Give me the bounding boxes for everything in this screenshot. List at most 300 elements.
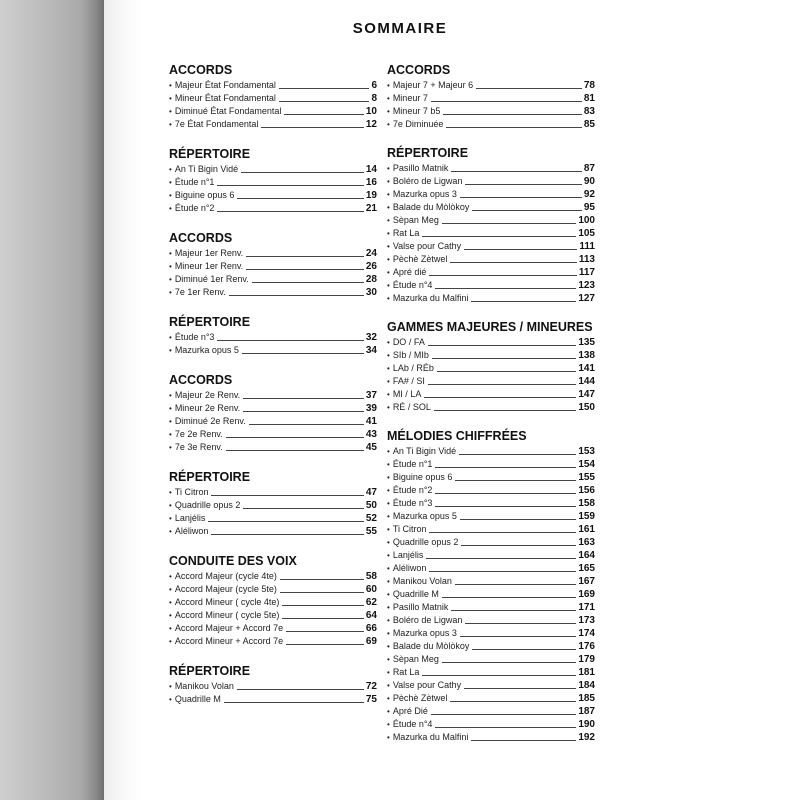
- entry-title: Balade du Mòlòkoy: [392, 641, 470, 651]
- bullet-icon: •: [387, 486, 390, 495]
- entry-page-number: 161: [578, 524, 595, 535]
- toc-section-repertoire: [169, 663, 377, 706]
- entry-title: Pèchè Zètwel: [392, 693, 448, 703]
- entry-page-number: 158: [578, 498, 595, 509]
- bullet-icon: •: [387, 242, 390, 251]
- entry-title: Majeur 2e Renv.: [174, 390, 241, 400]
- toc-entry: [169, 486, 377, 499]
- section-heading: ACCORDS: [169, 373, 233, 387]
- bullet-icon: •: [169, 572, 172, 581]
- bullet-icon: •: [387, 203, 390, 212]
- leader-line: [428, 384, 576, 385]
- bullet-icon: •: [387, 164, 390, 173]
- entry-title: FA# / SI: [392, 376, 425, 386]
- section-heading: ACCORDS: [169, 231, 233, 245]
- entry-page-number: 19: [365, 190, 377, 201]
- entry-page-number: 173: [578, 615, 595, 626]
- entry-title: Quadrille opus 2: [392, 537, 459, 547]
- leader-line: [464, 249, 577, 250]
- entry-title: Mazurka du Malfini: [392, 293, 469, 303]
- toc-entry: [169, 428, 377, 441]
- bullet-icon: •: [169, 165, 172, 174]
- toc-entry: [387, 349, 595, 362]
- toc-entry: [387, 601, 595, 614]
- leader-line: [243, 508, 364, 509]
- bullet-icon: •: [387, 216, 390, 225]
- bullet-icon: •: [169, 417, 172, 426]
- entry-title: Diminué État Fondamental: [174, 106, 282, 116]
- bullet-icon: •: [169, 81, 172, 90]
- leader-line: [435, 467, 576, 468]
- entry-page-number: 113: [578, 254, 595, 265]
- leader-line: [437, 371, 576, 372]
- entry-page-number: 123: [578, 280, 595, 291]
- bullet-icon: •: [387, 655, 390, 664]
- leader-line: [461, 545, 576, 546]
- entry-title: Rat La: [392, 667, 420, 677]
- entry-title: MI / LA: [392, 389, 422, 399]
- toc-entry: [387, 79, 595, 92]
- leader-line: [282, 618, 364, 619]
- bullet-icon: •: [169, 527, 172, 536]
- entry-title: Rat La: [392, 228, 420, 238]
- bullet-icon: •: [387, 733, 390, 742]
- entry-page-number: 39: [365, 403, 377, 414]
- leader-line: [246, 256, 364, 257]
- toc-entry: [387, 718, 595, 731]
- toc-entry: [387, 458, 595, 471]
- bullet-icon: •: [169, 262, 172, 271]
- toc-entry: [169, 260, 377, 273]
- leader-line: [442, 662, 576, 663]
- toc-entry: [387, 653, 595, 666]
- leader-line: [422, 236, 576, 237]
- entry-title: Valse pour Cathy: [392, 680, 462, 690]
- bullet-icon: •: [387, 538, 390, 547]
- toc-entry: [169, 118, 377, 131]
- entry-title: Mineur État Fondamental: [174, 93, 276, 103]
- bullet-icon: •: [387, 377, 390, 386]
- toc-entry: [387, 497, 595, 510]
- leader-line: [435, 288, 576, 289]
- bullet-icon: •: [169, 178, 172, 187]
- leader-line: [426, 558, 576, 559]
- bullet-icon: •: [169, 191, 172, 200]
- entry-page-number: 90: [583, 176, 595, 187]
- bullet-icon: •: [169, 204, 172, 213]
- entry-page-number: 159: [578, 511, 595, 522]
- toc-entry: [387, 666, 595, 679]
- bullet-icon: •: [169, 391, 172, 400]
- bullet-icon: •: [387, 94, 390, 103]
- entry-page-number: 24: [365, 248, 377, 259]
- toc-section-conduite-des-voix: [169, 553, 377, 648]
- entry-title: Sèpan Meg: [392, 654, 439, 664]
- leader-line: [435, 493, 576, 494]
- entry-page-number: 55: [365, 526, 377, 537]
- toc-entry: [169, 596, 377, 609]
- entry-title: 7e Diminuée: [392, 119, 444, 129]
- bullet-icon: •: [387, 616, 390, 625]
- entry-page-number: 21: [365, 203, 377, 214]
- leader-line: [428, 345, 576, 346]
- leader-line: [217, 211, 363, 212]
- toc-entry: [387, 401, 595, 414]
- entry-title: Majeur État Fondamental: [174, 80, 276, 90]
- entry-title: Boléro de Ligwan: [392, 176, 463, 186]
- toc-entry: [387, 510, 595, 523]
- entry-title: 7e 1er Renv.: [174, 287, 226, 297]
- leader-line: [229, 295, 364, 296]
- leader-line: [226, 437, 364, 438]
- leader-line: [432, 358, 576, 359]
- toc-entry: [387, 92, 595, 105]
- entry-page-number: 78: [583, 80, 595, 91]
- entry-page-number: 147: [578, 389, 595, 400]
- toc-entry: [387, 105, 595, 118]
- toc-entry: [387, 588, 595, 601]
- leader-line: [261, 127, 364, 128]
- leader-line: [237, 689, 364, 690]
- entry-page-number: 50: [365, 500, 377, 511]
- bullet-icon: •: [387, 447, 390, 456]
- entry-title: Étude n°3: [392, 498, 433, 508]
- entry-page-number: 176: [578, 641, 595, 652]
- entry-title: Mazurka opus 3: [392, 628, 457, 638]
- leader-line: [243, 398, 364, 399]
- bullet-icon: •: [387, 473, 390, 482]
- bullet-icon: •: [387, 190, 390, 199]
- bullet-icon: •: [169, 488, 172, 497]
- toc-entry: [387, 227, 595, 240]
- toc-entry: [387, 562, 595, 575]
- leader-line: [242, 353, 364, 354]
- entry-title: Manikou Volan: [392, 576, 452, 586]
- leader-line: [208, 521, 364, 522]
- toc-entry: [169, 512, 377, 525]
- entry-page-number: 117: [578, 267, 595, 278]
- toc-entry: [387, 375, 595, 388]
- entry-title: Sèpan Meg: [392, 215, 439, 225]
- entry-page-number: 52: [365, 513, 377, 524]
- entry-page-number: 26: [365, 261, 377, 272]
- entry-title: Biguine opus 6: [174, 190, 235, 200]
- toc-entry: [387, 731, 595, 744]
- entry-title: Étude n°2: [174, 203, 215, 213]
- entry-page-number: 155: [578, 472, 595, 483]
- toc-entry: [169, 622, 377, 635]
- entry-page-number: 141: [578, 363, 595, 374]
- entry-page-number: 16: [365, 177, 377, 188]
- entry-page-number: 83: [583, 106, 595, 117]
- entry-page-number: 8: [371, 93, 377, 104]
- bullet-icon: •: [387, 681, 390, 690]
- toc-entry: [169, 389, 377, 402]
- entry-title: Accord Majeur (cycle 4te): [174, 571, 277, 581]
- toc-section-repertoire: [387, 145, 595, 305]
- bullet-icon: •: [169, 637, 172, 646]
- entry-title: An Ti Bigin Vidé: [174, 164, 239, 174]
- entry-page-number: 43: [365, 429, 377, 440]
- entry-page-number: 28: [365, 274, 377, 285]
- entry-title: Aléliwon: [392, 563, 427, 573]
- entry-title: Mazurka opus 5: [174, 345, 239, 355]
- leader-line: [431, 714, 576, 715]
- toc-entry: [387, 445, 595, 458]
- entry-page-number: 174: [578, 628, 595, 639]
- bullet-icon: •: [387, 120, 390, 129]
- entry-title: Valse pour Cathy: [392, 241, 462, 251]
- bullet-icon: •: [387, 403, 390, 412]
- toc-entry: [169, 202, 377, 215]
- bullet-icon: •: [169, 585, 172, 594]
- leader-line: [460, 636, 576, 637]
- leader-line: [435, 727, 576, 728]
- bullet-icon: •: [169, 333, 172, 342]
- entry-title: Mineur 1er Renv.: [174, 261, 244, 271]
- entry-title: Mazurka opus 5: [392, 511, 457, 521]
- leader-line: [237, 198, 364, 199]
- entry-title: Manikou Volan: [174, 681, 234, 691]
- bullet-icon: •: [169, 288, 172, 297]
- toc-entry: [387, 523, 595, 536]
- leader-line: [243, 411, 364, 412]
- entry-title: Accord Mineur ( cycle 5te): [174, 610, 280, 620]
- bullet-icon: •: [169, 249, 172, 258]
- leader-line: [446, 127, 582, 128]
- entry-title: 7e État Fondamental: [174, 119, 259, 129]
- toc-left-column: [169, 62, 377, 721]
- entry-page-number: 37: [365, 390, 377, 401]
- bullet-icon: •: [387, 364, 390, 373]
- bullet-icon: •: [169, 501, 172, 510]
- section-heading: CONDUITE DES VOIX: [169, 554, 297, 568]
- entry-page-number: 10: [365, 106, 377, 117]
- leader-line: [279, 101, 370, 102]
- bullet-icon: •: [387, 694, 390, 703]
- toc-entry: [387, 614, 595, 627]
- toc-entry: [387, 162, 595, 175]
- leader-line: [284, 114, 364, 115]
- bullet-icon: •: [169, 430, 172, 439]
- section-heading: ACCORDS: [169, 63, 233, 77]
- entry-page-number: 144: [578, 376, 595, 387]
- entry-title: Étude n°1: [174, 177, 215, 187]
- bullet-icon: •: [387, 255, 390, 264]
- toc-entry: [387, 549, 595, 562]
- leader-line: [450, 701, 576, 702]
- leader-line: [459, 454, 576, 455]
- leader-line: [217, 340, 363, 341]
- toc-entry: [169, 79, 377, 92]
- entry-page-number: 156: [578, 485, 595, 496]
- entry-title: Mazurka opus 3: [392, 189, 457, 199]
- leader-line: [429, 275, 577, 276]
- entry-page-number: 153: [578, 446, 595, 457]
- toc-entry: [387, 471, 595, 484]
- bullet-icon: •: [387, 564, 390, 573]
- toc-section-accords: [169, 230, 377, 299]
- entry-title: 7e 3e Renv.: [174, 442, 223, 452]
- bullet-icon: •: [169, 404, 172, 413]
- entry-title: Étude n°2: [392, 485, 433, 495]
- section-heading: GAMMES MAJEURES / MINEURES: [387, 320, 593, 334]
- toc-entry: [169, 331, 377, 344]
- leader-line: [455, 480, 576, 481]
- leader-line: [429, 571, 576, 572]
- entry-title: Étude n°1: [392, 459, 433, 469]
- toc-entry: [169, 525, 377, 538]
- bullet-icon: •: [169, 624, 172, 633]
- bullet-icon: •: [387, 720, 390, 729]
- bullet-icon: •: [169, 682, 172, 691]
- leader-line: [442, 597, 576, 598]
- entry-page-number: 95: [583, 202, 595, 213]
- entry-title: Biguine opus 6: [392, 472, 453, 482]
- page-title: SOMMAIRE: [352, 20, 448, 37]
- entry-page-number: 92: [583, 189, 595, 200]
- bullet-icon: •: [387, 551, 390, 560]
- bullet-icon: •: [387, 177, 390, 186]
- toc-entry: [169, 415, 377, 428]
- entry-page-number: 164: [578, 550, 595, 561]
- entry-title: Mineur 2e Renv.: [174, 403, 241, 413]
- entry-title: An Ti Bigin Vidé: [392, 446, 457, 456]
- leader-line: [471, 740, 576, 741]
- leader-line: [424, 397, 576, 398]
- entry-page-number: 169: [578, 589, 595, 600]
- entry-title: Diminué 1er Renv.: [174, 274, 249, 284]
- entry-page-number: 165: [578, 563, 595, 574]
- toc-section-melodies-chiffrees: [387, 428, 595, 744]
- entry-title: Accord Majeur (cycle 5te): [174, 584, 277, 594]
- bullet-icon: •: [387, 268, 390, 277]
- toc-entry: [169, 635, 377, 648]
- leader-line: [471, 301, 576, 302]
- entry-page-number: 171: [578, 602, 595, 613]
- toc-entry: [387, 253, 595, 266]
- toc-entry: [169, 609, 377, 622]
- entry-page-number: 190: [578, 719, 595, 730]
- toc-entry: [169, 176, 377, 189]
- entry-title: Mineur 7 b5: [392, 106, 441, 116]
- bullet-icon: •: [387, 229, 390, 238]
- leader-line: [246, 269, 364, 270]
- leader-line: [429, 532, 576, 533]
- entry-title: Mineur 7: [392, 93, 428, 103]
- bullet-icon: •: [169, 598, 172, 607]
- bullet-icon: •: [387, 338, 390, 347]
- toc-entry: [387, 279, 595, 292]
- toc-section-repertoire: [169, 469, 377, 538]
- bullet-icon: •: [387, 707, 390, 716]
- leader-line: [211, 495, 363, 496]
- entry-page-number: 47: [365, 487, 377, 498]
- leader-line: [280, 579, 364, 580]
- leader-line: [286, 631, 364, 632]
- section-heading: RÉPERTOIRE: [387, 146, 469, 160]
- toc-section-repertoire: [169, 146, 377, 215]
- toc-entry: [387, 188, 595, 201]
- toc-entry: [169, 105, 377, 118]
- leader-line: [455, 584, 576, 585]
- leader-line: [472, 649, 576, 650]
- bullet-icon: •: [169, 346, 172, 355]
- entry-title: Quadrille M: [392, 589, 439, 599]
- section-heading: ACCORDS: [387, 63, 451, 77]
- toc-section-accords: [169, 62, 377, 131]
- toc-entry: [387, 118, 595, 131]
- toc-entry: [387, 214, 595, 227]
- bullet-icon: •: [387, 351, 390, 360]
- entry-page-number: 30: [365, 287, 377, 298]
- entry-title: Boléro de Ligwan: [392, 615, 463, 625]
- toc-section-accords: [387, 62, 595, 131]
- leader-line: [450, 262, 577, 263]
- toc-entry: [387, 536, 595, 549]
- bullet-icon: •: [387, 294, 390, 303]
- entry-page-number: 154: [578, 459, 595, 470]
- bullet-icon: •: [169, 611, 172, 620]
- entry-title: Diminué 2e Renv.: [174, 416, 246, 426]
- bullet-icon: •: [387, 603, 390, 612]
- leader-line: [282, 605, 364, 606]
- leader-line: [249, 424, 364, 425]
- entry-title: Balade du Mòlòkoy: [392, 202, 470, 212]
- entry-page-number: 167: [578, 576, 595, 587]
- entry-title: Lanjélis: [392, 550, 424, 560]
- entry-page-number: 41: [365, 416, 377, 427]
- bullet-icon: •: [387, 629, 390, 638]
- bullet-icon: •: [387, 281, 390, 290]
- section-heading: RÉPERTOIRE: [169, 315, 251, 329]
- entry-page-number: 184: [578, 680, 595, 691]
- bullet-icon: •: [169, 94, 172, 103]
- toc-entry: [387, 266, 595, 279]
- toc-entry: [387, 640, 595, 653]
- toc-entry: [387, 336, 595, 349]
- leader-line: [431, 101, 582, 102]
- entry-title: Aléliwon: [174, 526, 209, 536]
- leader-line: [434, 410, 576, 411]
- entry-page-number: 32: [365, 332, 377, 343]
- entry-page-number: 58: [365, 571, 377, 582]
- leader-line: [286, 644, 364, 645]
- toc-entry: [387, 484, 595, 497]
- entry-page-number: 66: [365, 623, 377, 634]
- entry-title: Pasillo Matnik: [392, 602, 449, 612]
- toc-entry: [387, 679, 595, 692]
- entry-page-number: 12: [365, 119, 377, 130]
- entry-title: Majeur 1er Renv.: [174, 248, 244, 258]
- bullet-icon: •: [387, 499, 390, 508]
- toc-entry: [387, 575, 595, 588]
- entry-page-number: 181: [578, 667, 595, 678]
- leader-line: [465, 623, 576, 624]
- bullet-icon: •: [387, 512, 390, 521]
- toc-entry: [169, 189, 377, 202]
- bullet-icon: •: [387, 590, 390, 599]
- entry-title: Quadrille M: [174, 694, 221, 704]
- entry-title: Pasillo Matnik: [392, 163, 449, 173]
- leader-line: [472, 210, 582, 211]
- entry-page-number: 187: [578, 706, 595, 717]
- section-heading: RÉPERTOIRE: [169, 664, 251, 678]
- bullet-icon: •: [387, 107, 390, 116]
- bullet-icon: •: [169, 514, 172, 523]
- bullet-icon: •: [387, 577, 390, 586]
- entry-title: Ti Citron: [174, 487, 209, 497]
